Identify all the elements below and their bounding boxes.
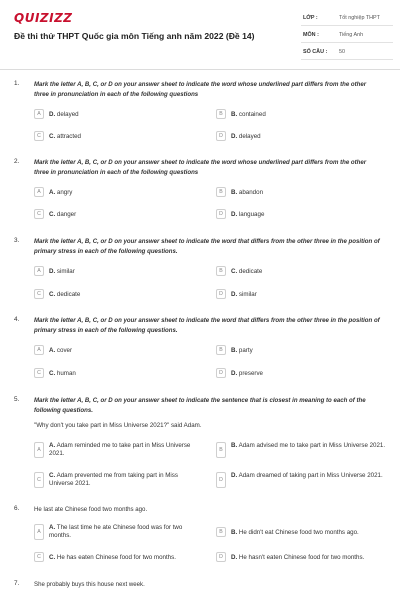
- option-text: Adam dreamed of taking part in Miss Universe 2021.: [238, 472, 383, 479]
- option-text: delayed: [238, 132, 261, 140]
- worksheet-header: [0, 0, 400, 70]
- option-text: human: [56, 369, 76, 377]
- option-text: attracted: [56, 132, 81, 140]
- question-text: Mark the letter A, B, C, or D on your answer sheet to indicate the word whose underlined part differs from the other three in pronunciation in each of the following questions: [34, 159, 367, 176]
- option-label: C.: [49, 553, 56, 561]
- option-label: C.: [49, 472, 56, 479]
- question-text: She probably buys this house next week.: [34, 581, 145, 588]
- option-letter: D: [216, 368, 226, 378]
- worksheet-meta: [301, 9, 393, 60]
- option-letter: A: [34, 442, 44, 458]
- option-label: B.: [231, 188, 238, 196]
- question-text: Mark the letter A, B, C, or D on your answer sheet to indicate the word that differs from the other three in the position of primary stress in each of the following questions.: [34, 317, 380, 334]
- option-label: A.: [49, 188, 56, 196]
- option-letter: A: [34, 345, 44, 355]
- question-prompt: "Why don't you take part in Miss Universe 2021?" said Adam.: [34, 422, 202, 429]
- option-text: abandon: [238, 188, 264, 196]
- option-letter: D: [216, 209, 226, 219]
- meta-value: 50: [339, 49, 345, 55]
- option-letter: C: [34, 472, 44, 488]
- option-label: C.: [49, 210, 56, 218]
- option-letter: A: [34, 266, 44, 276]
- option-text: He has eaten Chinese food for two months.: [56, 553, 176, 561]
- option-text: danger: [56, 210, 77, 218]
- meta-label: SỐ CÂU :: [303, 49, 328, 55]
- option-label: A.: [49, 346, 56, 354]
- option-letter: A: [34, 109, 44, 119]
- meta-label: MÔN :: [303, 32, 319, 38]
- question-number: 5.: [14, 396, 20, 403]
- option-text: The last time he ate Chinese food was for two months.: [49, 524, 183, 539]
- option-text: dedicate: [56, 290, 81, 298]
- meta-value: Tiếng Anh: [339, 32, 364, 38]
- question-number: 1.: [14, 80, 20, 87]
- option-letter: A: [34, 187, 44, 197]
- option-label: A.: [49, 524, 56, 531]
- option-text: He didn't eat Chinese food two months ago.: [238, 528, 359, 536]
- option-label: C.: [49, 132, 56, 140]
- option-letter: D: [216, 289, 226, 299]
- meta-label: LỚP :: [303, 15, 318, 21]
- option-letter: B: [216, 187, 226, 197]
- option-label: D.: [231, 369, 238, 377]
- meta-row-subject: [301, 26, 393, 43]
- option-label: A.: [49, 442, 56, 449]
- option-letter: B: [216, 266, 226, 276]
- option-text: contained: [238, 110, 266, 118]
- option-text: language: [238, 210, 265, 218]
- option-letter: D: [216, 131, 226, 141]
- question-text: Mark the letter A, B, C, or D on your answer sheet to indicate the sentence that is closest in meaning to each of the following questions.: [34, 397, 366, 414]
- option-label: B.: [231, 442, 238, 449]
- question-text: He last ate Chinese food two months ago.: [34, 506, 148, 513]
- option-letter: C: [34, 131, 44, 141]
- option-text: Adam reminded me to take part in Miss Universe 2021.: [49, 442, 191, 457]
- option-letter: C: [34, 552, 44, 562]
- question-text: Mark the letter A, B, C, or D on your answer sheet to indicate the word whose underlined part differs from the other three in pronunciation in each of the following questions: [34, 81, 367, 98]
- option-text: delayed: [56, 110, 79, 118]
- option-letter: B: [216, 345, 226, 355]
- question-text: Mark the letter A, B, C, or D on your answer sheet to indicate the word that differs from the other three in the position of primary stress in each of the following questions.: [34, 238, 380, 255]
- option-label: D.: [231, 472, 238, 479]
- option-text: He hasn't eaten Chinese food for two months.: [238, 553, 365, 561]
- option-label: B.: [231, 528, 238, 536]
- meta-row-class: [301, 9, 393, 26]
- option-label: D.: [49, 110, 56, 118]
- meta-row-question-count: [301, 43, 393, 60]
- option-text: dedicate: [238, 267, 263, 275]
- option-label: D.: [231, 210, 238, 218]
- option-label: D.: [231, 553, 238, 561]
- option-label: C.: [49, 369, 56, 377]
- option-letter: B: [216, 442, 226, 458]
- option-letter: B: [216, 527, 226, 537]
- option-text: Adam advised me to take part in Miss Universe 2021.: [238, 442, 386, 449]
- option-letter: C: [34, 289, 44, 299]
- question-number: 6.: [14, 505, 20, 512]
- option-letter: D: [216, 472, 226, 488]
- question-number: 3.: [14, 237, 20, 244]
- option-letter: A: [34, 524, 44, 540]
- option-text: party: [238, 346, 253, 354]
- option-letter: C: [34, 368, 44, 378]
- option-letter: B: [216, 109, 226, 119]
- option-label: B.: [231, 346, 238, 354]
- option-text: Adam prevented me from taking part in Miss Universe 2021.: [49, 472, 178, 487]
- question-number: 4.: [14, 316, 20, 323]
- option-letter: C: [34, 209, 44, 219]
- option-text: preserve: [238, 369, 263, 377]
- option-label: D.: [231, 132, 238, 140]
- option-label: B.: [231, 110, 238, 118]
- option-letter: D: [216, 552, 226, 562]
- option-text: cover: [56, 346, 73, 354]
- worksheet-title: Đề thi thử THPT Quốc gia môn Tiếng anh năm 2022 (Đề 14): [14, 31, 255, 41]
- question-number: 2.: [14, 158, 20, 165]
- option-label: C.: [231, 267, 238, 275]
- question-number: 7.: [14, 580, 20, 587]
- option-label: D.: [49, 267, 56, 275]
- meta-value: Tốt nghiệp THPT: [339, 15, 380, 21]
- option-label: D.: [231, 290, 238, 298]
- option-label: C.: [49, 290, 56, 298]
- option-text: similar: [238, 290, 257, 298]
- option-text: similar: [56, 267, 75, 275]
- quizizz-logo: QUIZIZZ: [14, 11, 73, 25]
- option-text: angry: [56, 188, 73, 196]
